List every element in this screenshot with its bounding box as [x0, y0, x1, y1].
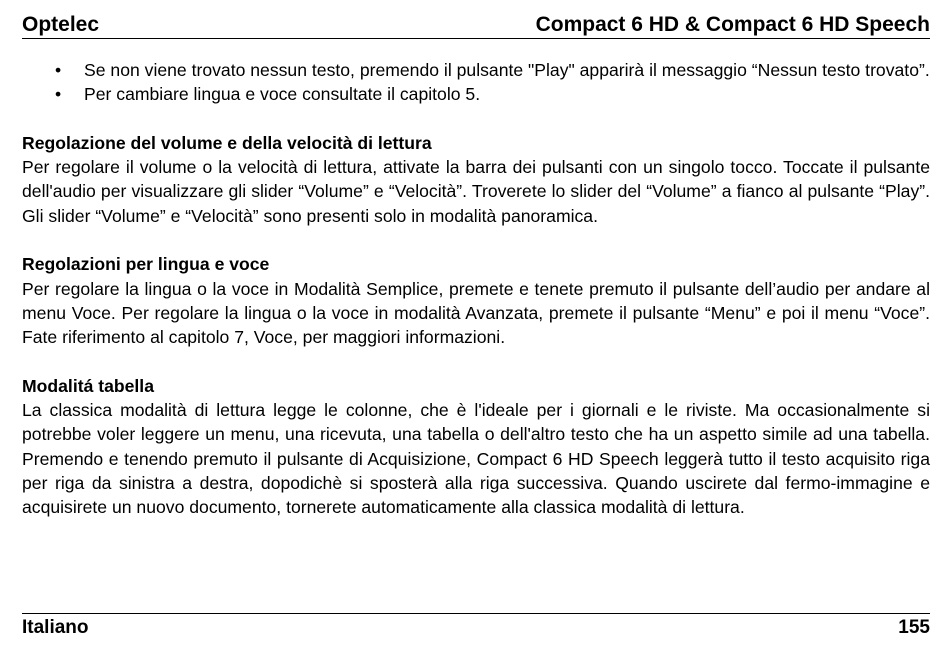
footer-language: Italiano — [22, 617, 89, 638]
bullet-dot-icon: • — [55, 60, 62, 80]
section-paragraph: La classica modalità di lettura legge le colonne, che è l'ideale per i giornali e le riviste. Ma occasionalmente si potrebbe voler leggere un menu, una ricevuta, una tabella o dell'altro testo che ha un aspetto simile ad una tabella. Premendo e tenendo premuto il pulsante di Acquisizione, Compact 6 HD Speech leggerà tutto il testo acquisito riga per riga da sinistra a destra, dopodichè si sposterà alla riga successiva. Quando uscirete dal fermo-immagine e acquisirete un nuovo documento, tornerete automaticamente alla classica modalità di lettura. — [22, 400, 930, 518]
footer-page-number: 155 — [898, 617, 930, 638]
section-language-voice — [22, 252, 930, 349]
header-brand: Optelec — [22, 13, 100, 36]
section-paragraph: Per regolare la lingua o la voce in Modalità Semplice, premete e tenete premuto il pulsante dell’audio per andare al menu Voce. Per regolare la lingua o la voce in modalità Avanzata, premete il pulsante “Menu” e poi il menu “Voce”. Fate riferimento al capitolo 7, Voce, per maggiori informazioni. — [22, 278, 930, 348]
page-header — [22, 10, 930, 39]
section-heading: Regolazione del volume e della velocità di lettura — [22, 132, 432, 153]
page-footer — [22, 613, 930, 642]
page-content — [22, 58, 930, 520]
bullet-text: Se non viene trovato nessun testo, premendo il pulsante "Play" apparirà il messaggio “Nessun testo trovato”. — [84, 60, 930, 80]
bullet-dot-icon: • — [55, 84, 62, 105]
bullet-text: Per cambiare lingua e voce consultate il capitolo 5. — [84, 84, 481, 105]
section-heading: Modalitá tabella — [22, 375, 154, 396]
bullet-list — [22, 58, 930, 107]
bullet-item — [22, 82, 930, 106]
document-page — [22, 0, 930, 646]
section-paragraph: Per regolare il volume o la velocità di lettura, attivate la barra dei pulsanti con un singolo tocco. Toccate il pulsante dell'audio per visualizzare gli slider “Volume” e “Velocità”. Troverete lo slider del “Volume” a fianco al pulsante “Play”. Gli slider “Volume” e “Velocità” sono presenti solo in modalità panoramica. — [22, 157, 930, 226]
section-volume-speed — [22, 131, 930, 228]
header-product: Compact 6 HD & Compact 6 HD Speech — [535, 13, 930, 36]
bullet-item — [22, 58, 930, 82]
section-heading: Regolazioni per lingua e voce — [22, 254, 270, 275]
section-table-mode — [22, 374, 930, 520]
